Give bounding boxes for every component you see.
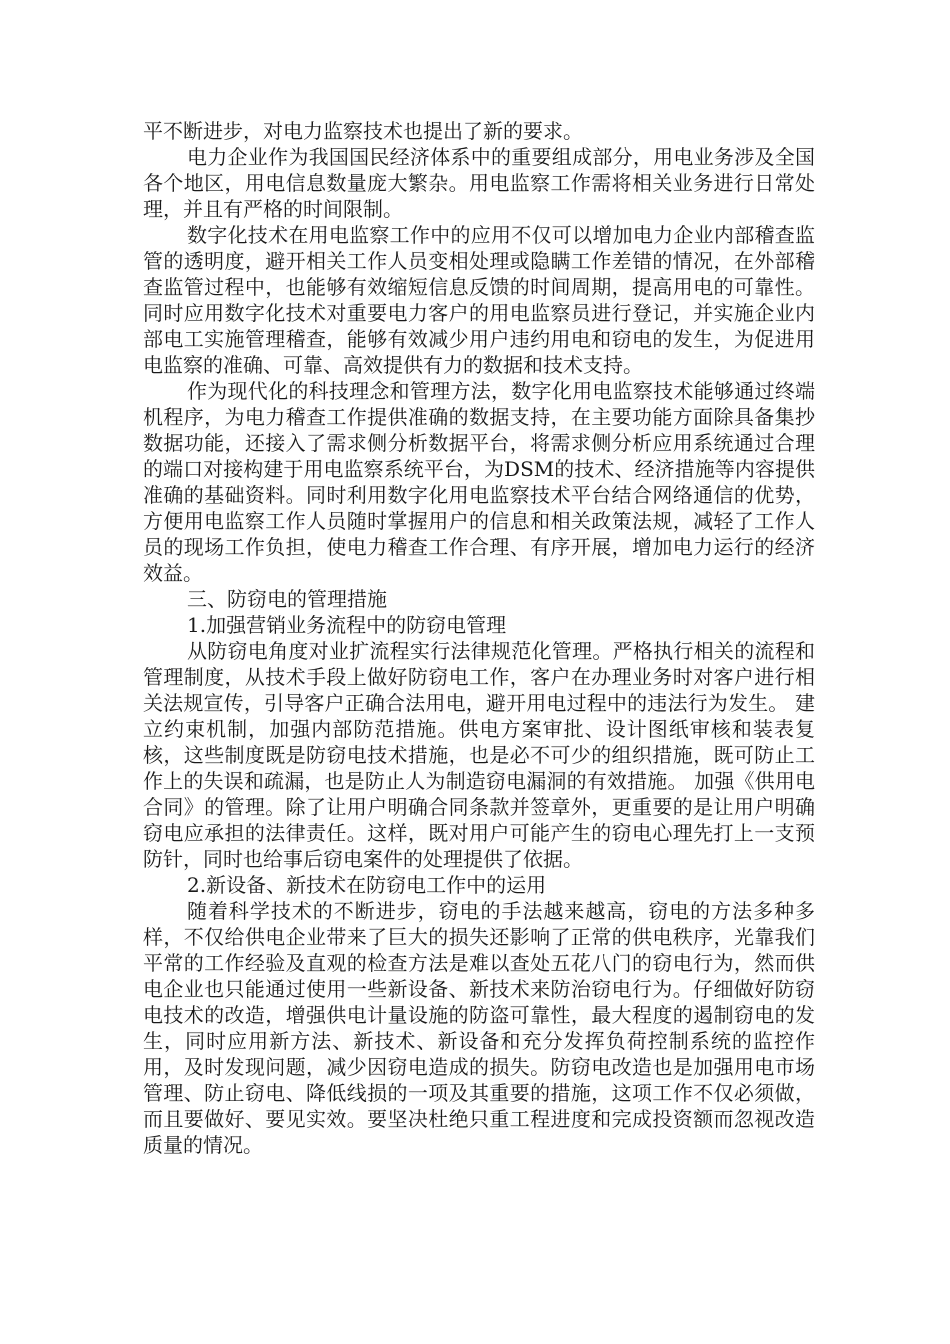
subsection-heading: 2.新设备、新技术在防窃电工作中的运用 [187, 873, 547, 897]
section-heading: 三、防窃电的管理措施 [187, 587, 387, 611]
paragraph: 数字化技术在用电监察工作中的应用不仅可以增加电力企业内部稽查监管的透明度，避开相关工作人员变相处理或隐瞒工作差错的情况，在外部稽查监管过程中，也能够有效缩短信息反馈的时间周期，提高用电的可靠性。同时应用数字化技术对重要电力客户的用电监察员进行登记，并实施企业内部电工实施管理稽查，能够有效减少用户违约用电和窃电的发生，为促进用电监察的准确、可靠、高效提供有力的数据和技术支持。 [143, 223, 815, 377]
subsection-heading: 1.加强营销业务流程中的防窃电管理 [187, 613, 507, 637]
paragraph-continuation: 平不断进步，对电力监察技术也提出了新的要求。 [143, 119, 583, 143]
document-body [143, 118, 815, 1158]
paragraph: 作为现代化的科技理念和管理方法，数字化用电监察技术能够通过终端机程序，为电力稽查工作提供准确的数据支持，在主要功能方面除具备集抄数据功能，还接入了需求侧分析数据平台，将需求侧分析应用系统通过合理的端口对接构建于用电监察系统平台，为DSM的技术、经济措施等内容提供准确的基础资料。同时利用数字化用电监察技术平台结合网络通信的优势，方便用电监察工作人员随时掌握用户的信息和相关政策法规，减轻了工作人员的现场工作负担，使电力稽查工作合理、有序开展，增加电力运行的经济效益。 [143, 379, 815, 585]
paragraph: 随着科学技术的不断进步，窃电的手法越来越高，窃电的方法多种多样，不仅给供电企业带来了巨大的损失还影响了正常的供电秩序，光靠我们平常的工作经验及直观的检查方法是难以查处五花八门的窃电行为，然而供电企业也只能通过使用一些新设备、新技术来防治窃电行为。仔细做好防窃电技术的改造，增强供电计量设施的防盗可靠性，最大程度的遏制窃电的发生，同时应用新方法、新技术、新设备和充分发挥负荷控制系统的监控作用，及时发现问题，减少因窃电造成的损失。防窃电改造也是加强用电市场管理、防止窃电、降低线损的一项及其重要的措施，这项工作不仅必须做，而且要做好、要见实效。要坚决杜绝只重工程进度和完成投资额而忽视改造质量的情况。 [143, 899, 815, 1157]
paragraph: 从防窃电角度对业扩流程实行法律规范化管理。严格执行相关的流程和管理制度，从技术手段上做好防窃电工作，客户在办理业务时对客户进行相关法规宣传，引导客户正确合法用电，避开用电过程中的违法行为发生。 建立约束机制，加强内部防范措施。供电方案审批、设计图纸审核和装表复核，这些制度既是防窃电技术措施，也是必不可少的组织措施，既可防止工作上的失误和疏漏，也是防止人为制造窃电漏洞的有效措施。 加强《供用电合同》的管理。除了让用户明确合同条款并签章外，更重要的是让用户明确窃电应承担的法律责任。这样，既对用户可能产生的窃电心理先打上一支预防针，同时也给事后窃电案件的处理提供了依据。 [143, 639, 815, 871]
paragraph: 电力企业作为我国国民经济体系中的重要组成部分，用电业务涉及全国各个地区，用电信息数量庞大繁杂。用电监察工作需将相关业务进行日常处理，并且有严格的时间限制。 [143, 145, 815, 221]
